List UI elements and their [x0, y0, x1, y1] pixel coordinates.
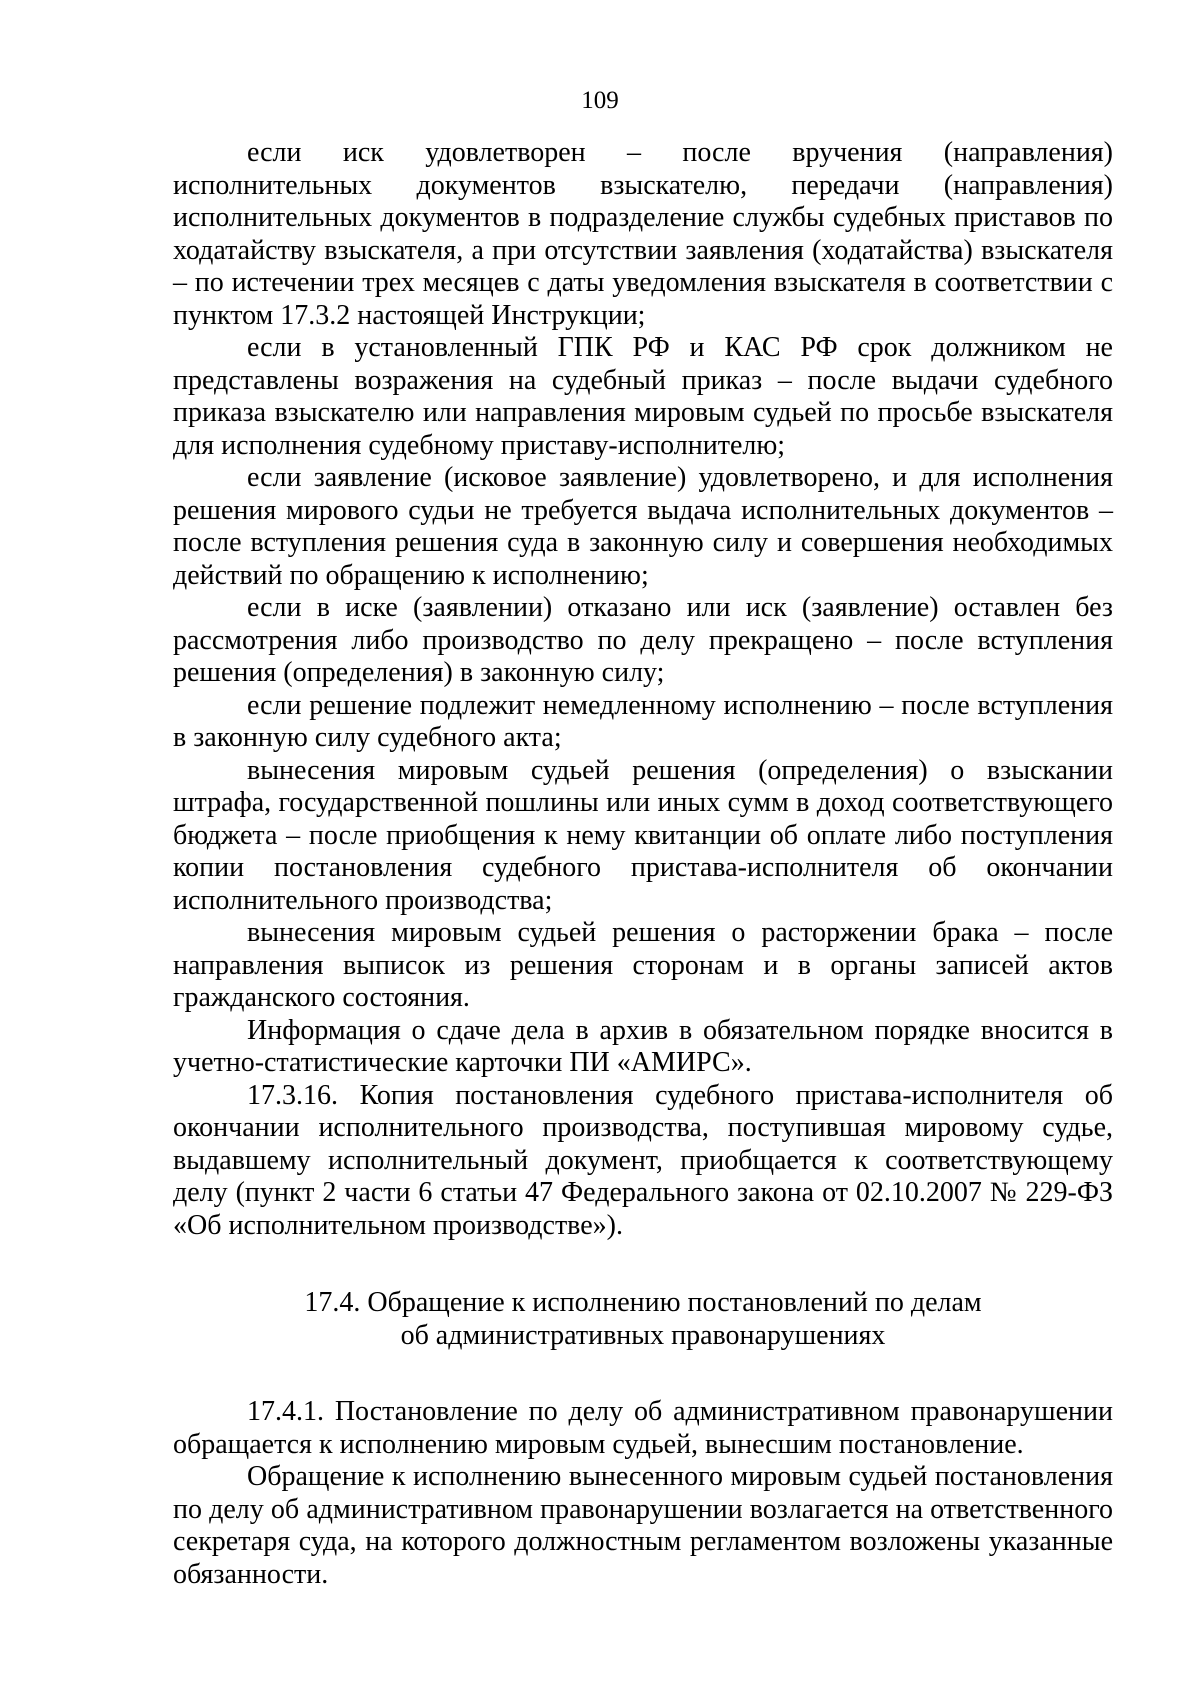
paragraph: Обращение к исполнению вынесенного мировым судьей постановления по делу об административном правонарушении возлагается на ответственного секретаря суда, на которого должностным регламентом возложены указанные обязанности. — [173, 1461, 1113, 1590]
section-heading-line: об административных правонарушениях — [400, 1320, 886, 1351]
paragraph: Информация о сдаче дела в архив в обязательном порядке вносится в учетно-статистические карточки ПИ «АМИРС». — [173, 1014, 1113, 1078]
page-number: 109 — [581, 87, 619, 114]
paragraph: если в иске (заявлении) отказано или иск (заявление) оставлен без рассмотрения либо производство по делу прекращено – после вступления решения (определения) в законную силу; — [173, 592, 1113, 688]
paragraph: если заявление (исковое заявление) удовлетворено, и для исполнения решения мирового судьи не требуется выдача исполнительных документов – после вступления решения суда в законную силу и совершения необходимых действий по обращению к исполнению; — [173, 462, 1113, 591]
paragraph: если иск удовлетворен – после вручения (направления) исполнительных документов взыскателю, передачи (направления) исполнительных документов в подразделение службы судебных приставов по ходатайству взыскателя, а при отсутствии заявления (ходатайства) взыскателя – по истечении трех месяцев с даты уведомления взыскателя в соответствии с пунктом 17.3.2 настоящей Инструкции; — [173, 137, 1113, 331]
paragraph: 17.4.1. Постановление по делу об административном правонарушении обращается к исполнению мировым судьей, вынесшим постановление. — [173, 1396, 1113, 1460]
paragraph: вынесения мировым судьей решения (определения) о взыскании штрафа, государственной пошлины или иных сумм в доход соответствующего бюджета – после приобщения к нему квитанции об оплате либо поступления копии постановления судебного пристава-исполнителя об окончании исполнительного производства; — [173, 754, 1113, 916]
document-body — [173, 137, 1113, 1591]
paragraph: вынесения мировым судьей решения о расторжении брака – после направления выписок из решения сторонам и в органы записей актов гражданского состояния. — [173, 917, 1113, 1013]
paragraph: 17.3.16. Копия постановления судебного пристава-исполнителя об окончании исполнительного производства, поступившая мировому судье, выдавшему исполнительный документ, приобщается к соответствующему делу (пункт 2 части 6 статьи 47 Федерального закона от 02.10.2007 № 229-ФЗ «Об исполнительном производстве»). — [173, 1079, 1113, 1241]
paragraph: если решение подлежит немедленному исполнению – после вступления в законную силу судебного акта; — [173, 689, 1113, 753]
section-heading — [173, 1286, 1113, 1352]
paragraph: если в установленный ГПК РФ и КАС РФ срок должником не представлены возражения на судебный приказ – после выдачи судебного приказа взыскателю или направления мировым судьей по просьбе взыскателя для исполнения судебному приставу-исполнителю; — [173, 332, 1113, 461]
section-heading-line: 17.4. Обращение к исполнению постановлений по делам — [304, 1287, 982, 1318]
